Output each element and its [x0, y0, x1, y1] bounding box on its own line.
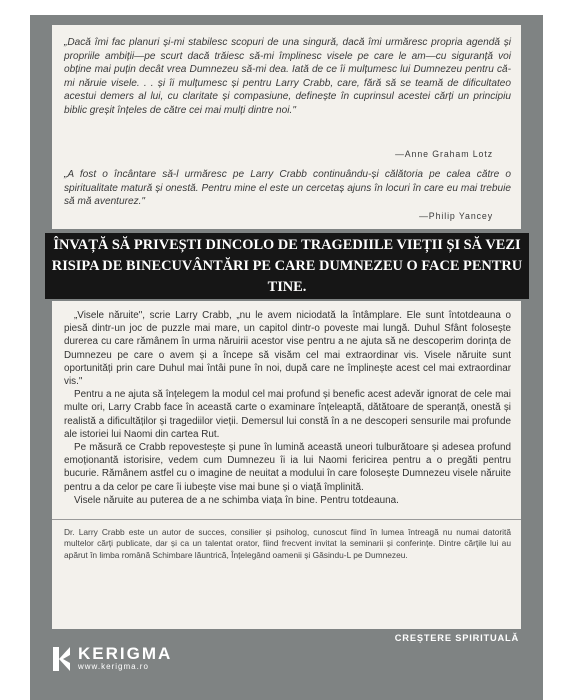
endorsement-quote: „A fost o încântare să-l urmăresc pe Larry Crabb continuându-și călătoria pe calea către o spiritualitate matură și onestă. Pentru mine el este un cercetaș ajuns în locuri în care eu mai trebuie să mă aventurez." — [64, 169, 511, 208]
tagline-banner — [45, 233, 529, 299]
description-paragraph: „Visele năruite", scrie Larry Crabb, „nu le avem niciodată la întâmplare. Ele sunt întotdeauna o piesă dintr-un joc de puzzle mai mare, un capitol dintr-o poveste mai lungă. Duhul Sfânt folosește durerea cu care rămânem în urma năruirii acestor vise pentru a ne ajuta să ne descoperim dorința de Dumnezeu pe care o avem și a începe să visăm cel mai extraordinar vis. Visele năruite sunt oportunități prin care Duhul mai întâi pune în noi, după care ne împlinește acest cel mai extraordinar vis." — [64, 310, 511, 388]
kerigma-logo-icon — [52, 646, 72, 672]
tagline-line: RISIPA DE BINECUVÂNTĂRI PE CARE DUMNEZEU O FACE PENTRU TINE. — [51, 257, 523, 295]
endorsement-quote: „Dacă îmi fac planuri și-mi stabilesc scopuri de una singură, dacă îmi urmăresc propria agendă și propriile ambiții—pe scurt dacă trăiesc să-mi împlinesc visele pe care le am—cu siguranță voi obține mai puțin decât vrea Dumnezeu să-mi dea. Iată de ce îi mulțumesc lui Dumnezeu pentru că-mi năruie visele. . . și îi mulțumesc și pentru Larry Crabb, care, fără să se teamă de dificultateo acestui demers al lui, cu claritate și compasiune, definește în cuprinsul acestei cărți un principiu biblic greșit înțeles de către cei mai mulți dintre noi." — [64, 37, 511, 116]
publisher-logo — [52, 645, 172, 672]
description-panel — [52, 301, 521, 629]
description-paragraph: Visele năruite au puterea de a ne schimba viața în bine. Pentru totdeauna. — [74, 494, 399, 506]
endorsement-author: —Philip Yancey — [419, 211, 493, 221]
divider — [52, 519, 521, 520]
description-paragraph: Pe măsură ce Crabb repovestește și pune în lumină această uneori tulburătoare și adesea profund emoționantă istorisire, vedem cum Dumnezeu îi ia lui Naomi fericirea pentru a o pregăti pentru bucurie. Rămânem astfel cu o imagine de neuitat a modului în care folosește Dumnezeu visele năruite pentru a da celor pe care îi iubește vise mai bune și o viață împlinită. — [64, 442, 511, 493]
publisher-url: www.kerigma.ro — [78, 662, 149, 671]
description-text — [64, 309, 511, 507]
publisher-name: KERIGMA — [78, 644, 173, 663]
tagline-line: ÎNVAȚĂ SĂ PRIVEȘTI DINCOLO DE TRAGEDIILE VIEȚII ȘI SĂ VEZI — [53, 236, 521, 253]
book-back-cover — [30, 15, 543, 700]
author-bio: Dr. Larry Crabb este un autor de succes, consilier și psiholog, cunoscut fiind în lumea întreagă nu numai datorită multelor cărți publicate, dar și ca un talentat orator, fiind frecvent invitat la seminarii și conferințe. Dintre cărțile lui au apărut în limba română Schimbare lăuntrică, Înțelegând oamenii și Găsindu-L pe Dumnezeu. — [64, 527, 511, 560]
endorsements-panel — [52, 25, 521, 229]
description-paragraph: Pentru a ne ajuta să înțelegem la modul cel mai profund și benefic acest adevăr ignorat de cele mai multe ori, Larry Crabb face în această carte o examinare înțeleaptă, dătătoare de speranță, onestă și realistă a dificultăților și tragediilor vieții. Demersul lui constă în a ne descoperi sensurile mai profunde ale istoriei lui Naomi din cartea Rut. — [64, 389, 511, 440]
category-label: CREȘTERE SPIRITUALĂ — [394, 633, 519, 643]
endorsement-author: —Anne Graham Lotz — [395, 149, 493, 159]
